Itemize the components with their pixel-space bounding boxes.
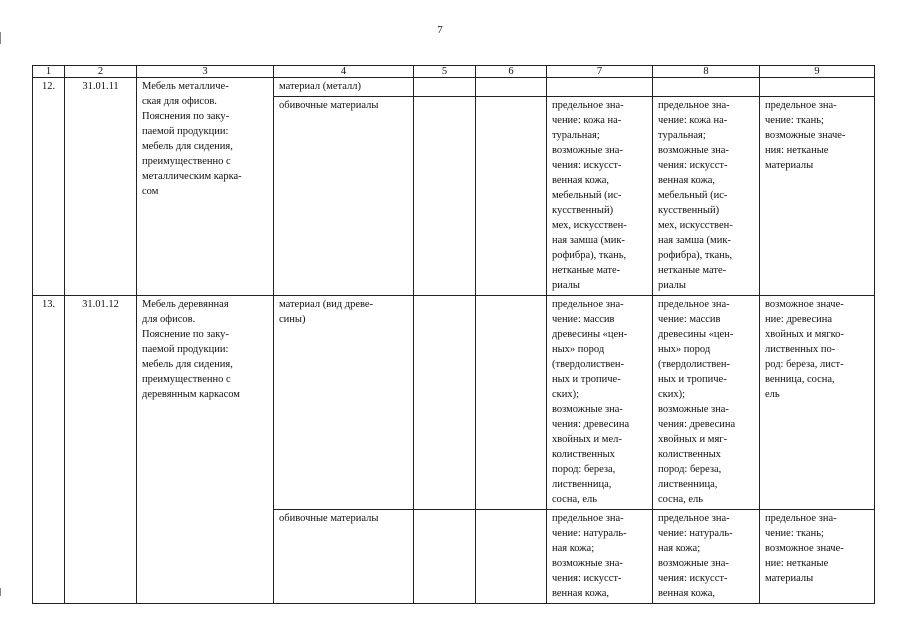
scan-edge-mark <box>0 32 1 44</box>
header-cell-3: 3 <box>137 66 274 78</box>
cell-col5 <box>414 78 476 97</box>
header-cell-2: 2 <box>65 66 137 78</box>
cell-col9 <box>760 78 875 97</box>
header-cell-7: 7 <box>547 66 653 78</box>
row-number: 12. <box>33 78 65 296</box>
cell-col5 <box>414 510 476 604</box>
page-number: 7 <box>437 24 443 36</box>
row-number: 13. <box>33 296 65 604</box>
cell-col7 <box>547 78 653 97</box>
product-code: 31.01.11 <box>65 78 137 296</box>
cell-col8 <box>653 78 760 97</box>
header-row <box>33 66 875 78</box>
header-cell-5: 5 <box>414 66 476 78</box>
header-cell-1: 1 <box>33 66 65 78</box>
cell-col7: предельное зна- чение: натураль- ная кожа; возможные зна- чения: искусст- венная кожа, <box>547 510 653 604</box>
cell-col5 <box>414 97 476 296</box>
cell-col9: предельное зна- чение: ткань; возможные значе- ния: нетканые материалы <box>760 97 875 296</box>
requirements-table <box>32 65 875 604</box>
product-name: Мебель деревянная для офисов. Пояснение по заку- паемой продукции: мебель для сидения, преимущественно с деревянным каркасом <box>137 296 274 604</box>
cell-col8: предельное зна- чение: натураль- ная кожа; возможные зна- чения: искусст- венная кожа, <box>653 510 760 604</box>
cell-col7: предельное зна- чение: кожа на- туральная; возможные зна- чения: искусст- венная кожа, мебельный (ис- кусственный) мех, искусствен- ная замша (мик- рофибра), ткань, нетканые мате- риалы <box>547 97 653 296</box>
characteristic-name: материал (металл) <box>274 78 414 97</box>
characteristic-name: обивочные материалы <box>274 97 414 296</box>
header-cell-8: 8 <box>653 66 760 78</box>
cell-col6 <box>476 78 547 97</box>
cell-col7: предельное зна- чение: массив древесины «цен- ных» пород (твердолиствен- ных и тропиче- ских); возможные зна- чения: древесина хвойных и мел- колиственных пород: береза, лиственница, сосна, ель <box>547 296 653 510</box>
scan-edge-mark <box>0 588 1 596</box>
product-name: Мебель металличе- ская для офисов. Пояснения по заку- паемой продукции: мебель для сидения, преимущественно с металлическим карка- сом <box>137 78 274 296</box>
cell-col8: предельное зна- чение: кожа на- туральная; возможные зна- чения: искусст- венная кожа, мебельный (ис- кусственный) мех, искусствен- ная замша (мик- рофибра), ткань, нетканые мате- риалы <box>653 97 760 296</box>
characteristic-name: обивочные материалы <box>274 510 414 604</box>
table-row <box>33 296 875 510</box>
characteristic-name: материал (вид древе- сины) <box>274 296 414 510</box>
cell-col9: предельное зна- чение: ткань; возможное значе- ние: нетканые материалы <box>760 510 875 604</box>
cell-col5 <box>414 296 476 510</box>
header-cell-9: 9 <box>760 66 875 78</box>
cell-col6 <box>476 97 547 296</box>
cell-col6 <box>476 296 547 510</box>
header-cell-6: 6 <box>476 66 547 78</box>
product-code: 31.01.12 <box>65 296 137 604</box>
cell-col6 <box>476 510 547 604</box>
cell-col8: предельное зна- чение: массив древесины «цен- ных» пород (твердолиствен- ных и тропиче- ских); возможные зна- чения: древесина хвойных и мяг- колиственных пород: береза, лиственница, сосна, ель <box>653 296 760 510</box>
table-row <box>33 78 875 97</box>
cell-col9: возможное значе- ние: древесина хвойных и мягко- лиственных по- род: береза, лист- венница, сосна, ель <box>760 296 875 510</box>
header-cell-4: 4 <box>274 66 414 78</box>
